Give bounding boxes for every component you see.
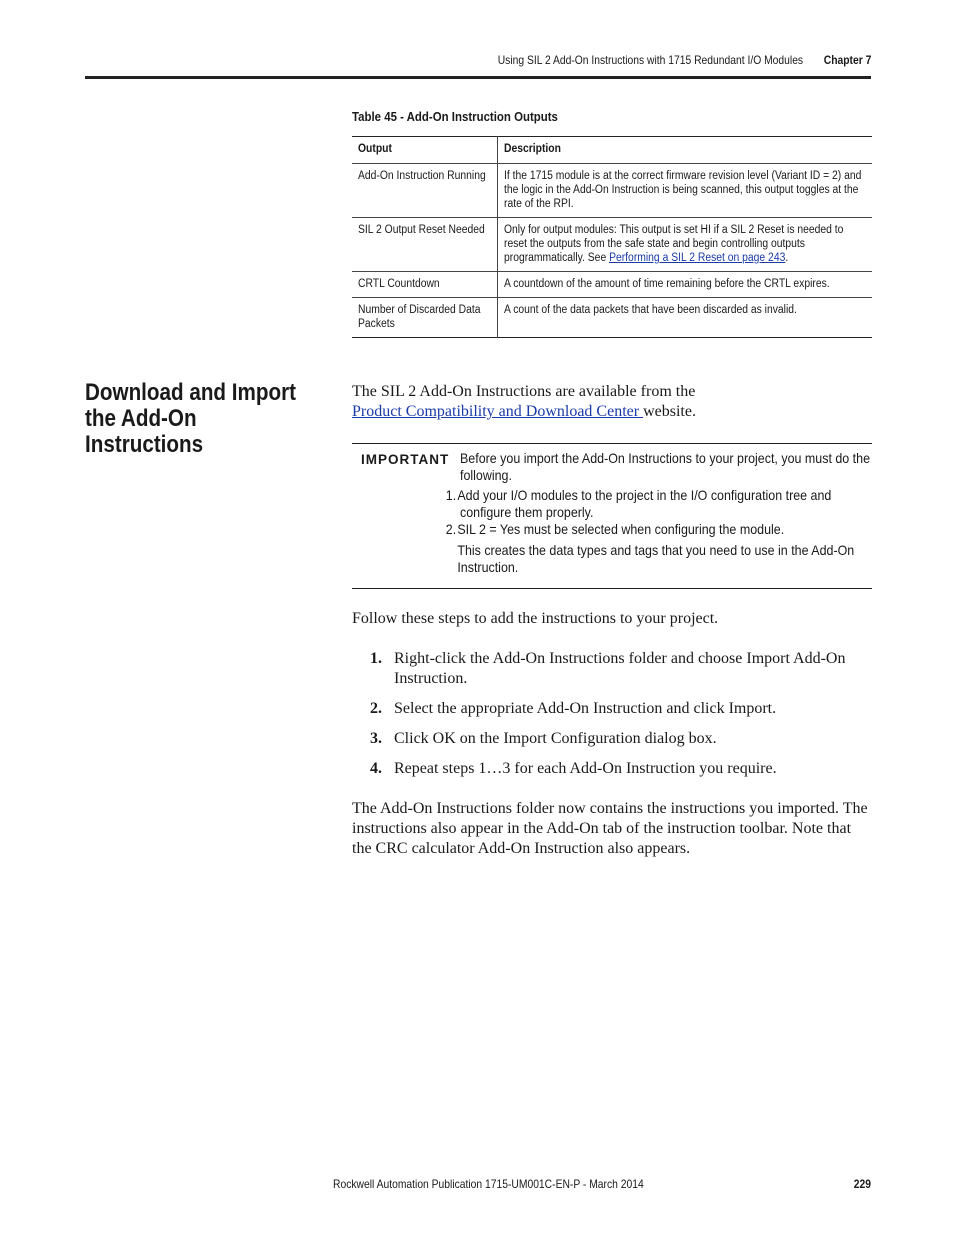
column-header-description: Description: [498, 137, 873, 164]
page-number: 229: [853, 1177, 871, 1191]
section-heading: Download and Import the Add-On Instructions: [85, 379, 296, 458]
list-item: 4. Repeat steps 1…3 for each Add-On Instruction you require.: [370, 760, 777, 777]
important-note: This creates the data types and tags that you need to use in the Add-On Instruction.: [457, 542, 855, 575]
header-chapter: Chapter 7: [823, 53, 871, 67]
output-cell: CRTL Countdown: [352, 272, 498, 298]
description-cell: If the 1715 module is at the correct firmware revision level (Variant ID = 2) and the logic in the Add-On Instruction is being scanned, this output toggles at the rate of the RPI.: [498, 164, 873, 218]
output-cell: Number of Discarded Data Packets: [352, 298, 498, 338]
list-item: 1. Right-click the Add-On Instructions folder and choose Import Add-On Instruction.: [370, 650, 846, 687]
outputs-table: [352, 136, 872, 338]
table-caption: Table 45 - Add-On Instruction Outputs: [352, 109, 558, 124]
table-row: [352, 272, 872, 298]
output-cell: SIL 2 Output Reset Needed: [352, 218, 498, 272]
description-cell: A countdown of the amount of time remaining before the CRTL expires.: [498, 272, 873, 298]
page-header: [85, 52, 871, 79]
closing-paragraph: The Add-On Instructions folder now contains the instructions you imported. The instructions also appear in the Add-On tab of the instruction toolbar. Note that the CRC calculator Add-On Instruction also appears.: [352, 800, 868, 857]
intro-paragraph: The SIL 2 Add-On Instructions are available from the Product Compatibility and Download Center website.: [352, 383, 696, 420]
list-item: 3. Click OK on the Import Configuration dialog box.: [370, 730, 717, 747]
important-lead: Before you import the Add-On Instructions to your project, you must do the following.: [460, 450, 871, 483]
important-label: IMPORTANT: [361, 452, 450, 467]
table-row: [352, 164, 872, 218]
important-body: [445, 450, 871, 576]
description-cell: A count of the data packets that have been discarded as invalid.: [504, 304, 797, 316]
steps-list: [370, 649, 870, 789]
table-row: [352, 218, 872, 272]
important-item: 1. Add your I/O modules to the project in the I/O configuration tree and configure them properly.: [445, 487, 832, 520]
important-item: 2. SIL 2 = Yes must be selected when configuring the module.: [445, 521, 785, 537]
download-center-link[interactable]: Product Compatibility and Download Center: [352, 403, 644, 420]
description-cell: Only for output modules: This output is set HI if a SIL 2 Reset is needed to reset the outputs from the safe state and begin controlling outputs programmatically. See Performing a SIL 2 Reset on page 243.: [498, 218, 873, 272]
output-cell: Add-On Instruction Running: [352, 164, 498, 218]
header-title: Using SIL 2 Add-On Instructions with 1715 Redundant I/O Modules: [497, 53, 803, 67]
column-header-output: Output: [352, 137, 498, 164]
footer-publication: Rockwell Automation Publication 1715-UM001C-EN-P - March 2014: [333, 1177, 644, 1191]
sil2-reset-link[interactable]: Performing a SIL 2 Reset on page 243: [609, 252, 786, 264]
table-header-row: [352, 137, 872, 164]
table-row: [352, 298, 872, 338]
follow-paragraph: Follow these steps to add the instructions to your project.: [352, 610, 719, 627]
important-callout: [352, 443, 872, 589]
list-item: 2. Select the appropriate Add-On Instruction and click Import.: [370, 700, 777, 717]
